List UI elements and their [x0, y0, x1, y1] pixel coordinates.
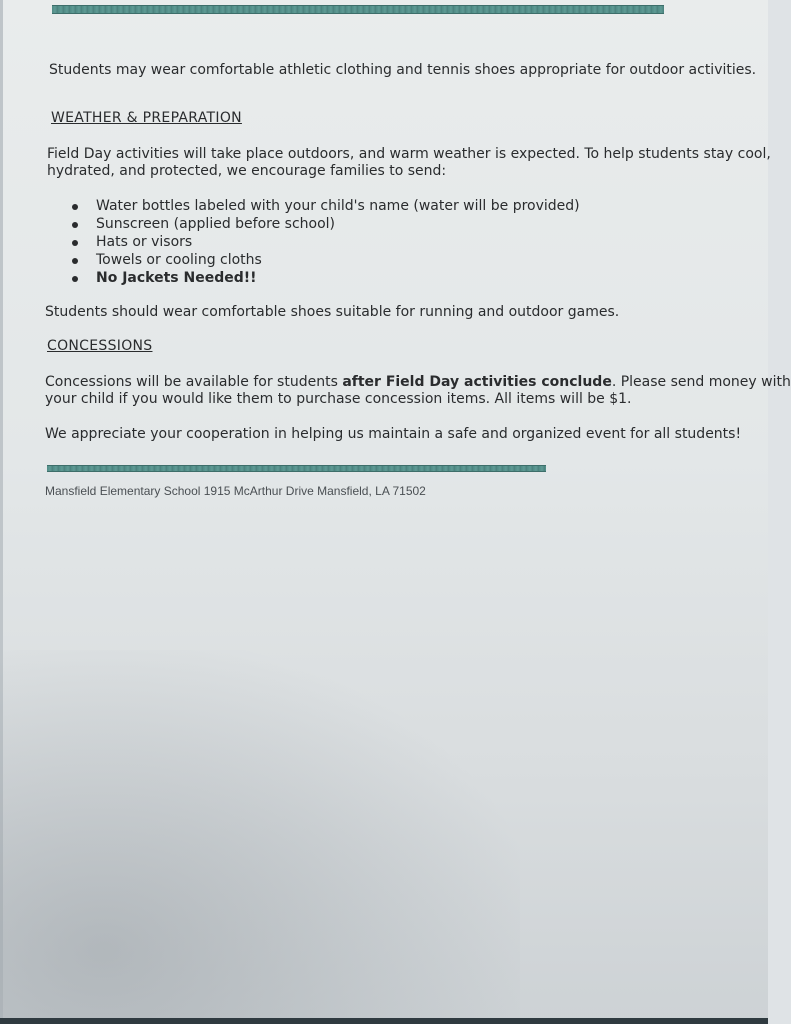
- footer-address: Mansfield Elementary School 1915 McArthur Drive Mansfield, LA 71502: [45, 484, 426, 498]
- bullet-icon: [72, 204, 78, 210]
- bottom-divider: [47, 465, 546, 472]
- concessions-heading: CONCESSIONS: [47, 338, 153, 354]
- weather-paragraph-line-1: Field Day activities will take place outdoors, and warm weather is expected. To help students stay cool,: [47, 146, 771, 162]
- concessions-paragraph-line-2: your child if you would like them to purchase concession items. All items will be $1.: [45, 391, 632, 407]
- document-photo: Students may wear comfortable athletic clothing and tennis shoes appropriate for outdoor activities. WEATHER & PREPARATION Field Day activities will take place outdoors, and warm weather is expected. To help students stay cool, hydrated, and protected, we encourage families to send: Water bottles labeled with your child's name (water will be provided) Sunscreen (applied before school) Hats or visors Towels or cooling cloths No Jackets Needed!! Students should wear comfortable shoes suitable for running and outdoor games. CONCESSIONS Concessions will be available for students after Field Day activities conclude. Please send money with your child if you would like them to purchase concession items. All items will be $1. We appreciate your cooperation in helping us maintain a safe and organized event for all students! Mansfield Elementary School 1915 McArthur Drive Mansfield, LA 71502: [0, 0, 768, 1024]
- bullet-icon: [72, 258, 78, 264]
- paper-edge: [0, 0, 3, 1024]
- concessions-paragraph-line-1: Concessions will be available for students after Field Day activities conclude. Please send money with: [45, 374, 791, 390]
- bullet-icon: [72, 276, 78, 282]
- appreciation-paragraph: We appreciate your cooperation in helping us maintain a safe and organized event for all students!: [45, 426, 742, 442]
- bullet-icon: [72, 222, 78, 228]
- top-divider: [52, 5, 664, 14]
- shoes-note: Students should wear comfortable shoes suitable for running and outdoor games.: [45, 304, 620, 320]
- table-edge: [0, 1018, 768, 1024]
- weather-paragraph-line-2: hydrated, and protected, we encourage families to send:: [47, 163, 447, 179]
- bullet-icon: [72, 240, 78, 246]
- weather-heading: WEATHER & PREPARATION: [51, 110, 242, 126]
- shadow-overlay: [0, 650, 520, 1024]
- intro-paragraph: Students may wear comfortable athletic clothing and tennis shoes appropriate for outdoor activities.: [49, 62, 757, 78]
